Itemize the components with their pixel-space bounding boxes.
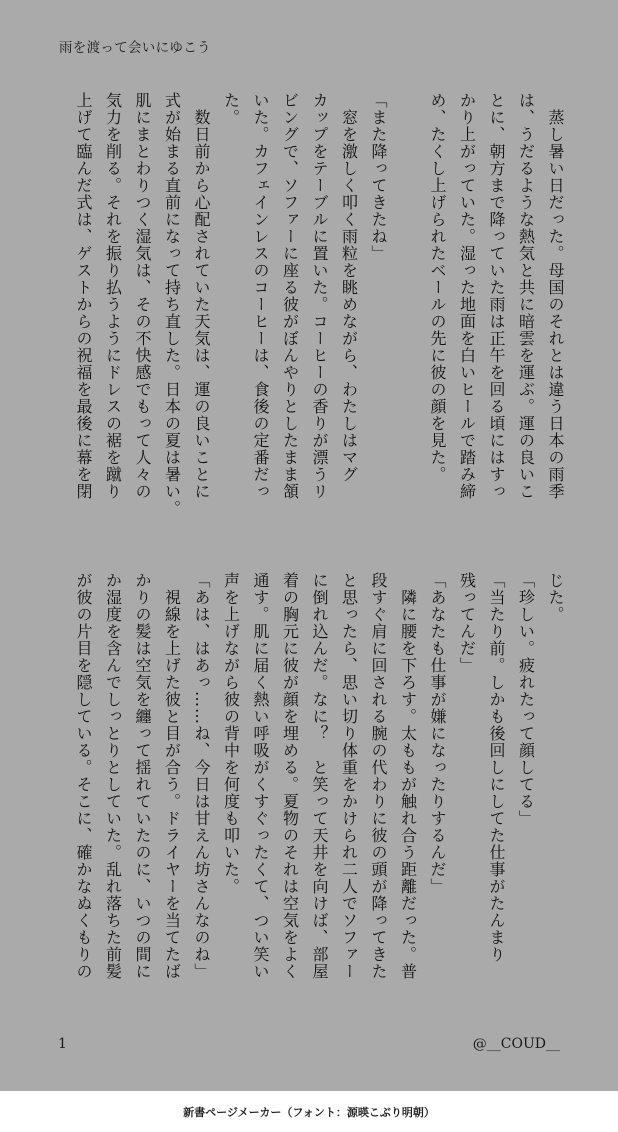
text-line: かり上がっていた。湿った地面を白いヒールで踏み締 [457,92,477,500]
text-line [393,92,423,528]
page-title: 雨を渡って会いにゆこう [59,40,211,56]
text-line: 数日前から心配されていた天気は、運の良いことに [192,92,211,500]
text-line: かりの髪は空気を纏って揺れていたのに、いつの間に [133,572,152,980]
text-block-upper [52,92,570,528]
text-line: か湿度を含んでしっとりとしていた。乱れ落ちた前髪 [103,572,123,980]
text-line: 隣に腰を下ろす。太ももが触れ合う距離だった。普 [398,572,418,980]
text-line: 「当たり前。しかも後回しにしてた仕事がたんまり [487,572,506,963]
text-line: 蒸し暑い日だった。母国のそれとは違う日本の雨季 [546,92,565,500]
text-line: 通す。肌に届く熱い呼吸がくすぐったくて、つい笑い [251,572,270,980]
credit-footer: 新書ページメーカー（フォント：源暎こぶり明朝） [183,1105,435,1119]
page-number: 1 [58,1036,67,1052]
text-line: 「珍しい。疲れたって顔してる」 [516,572,536,827]
text-line: 着の胸元に彼が顔を埋める。夏物のそれは空気をよく [280,572,300,980]
text-line: た。 [221,92,241,126]
text-line: が彼の片目を隠している。そこに、確かなぬくもりの [74,572,93,980]
text-line: 窓を激しく叩く雨粒を眺めながら、わたしはマグ [339,92,359,483]
text-line: 「あは、はあっ……ね、今日は甘えん坊さんなのね」 [192,572,211,980]
text-line: 「あなたも仕事が嫌になったりするんだ」 [428,572,447,895]
text-line: と思ったら、思い切り体重をかけられ二人でソファー [339,572,359,980]
text-block-lower [52,572,570,1008]
text-line: 肌にまとわりつく湿気は、その不快感でもって人々の [133,92,152,500]
text-line: は、うだるような熱気と共に暗雲を運ぶ。運の良いこ [516,92,536,500]
text-line: 気力を削る。それを振り払うようにドレスの裾を蹴り [103,92,123,500]
text-line: に倒れ込んだ。なに？ と笑って天井を向けば、部屋 [310,572,329,980]
text-line: ビングで、ソファーに座る彼がぼんやりとしたまま頷 [280,92,300,500]
text-line: とに、朝方まで降っていた雨は正午を回る頃にはすっ [487,92,506,500]
text-line: 段すぐ肩に回される腕の代わりに彼の頭が降ってきた [369,572,388,980]
text-line: 式が始まる直前になって持ち直した。日本の夏は暑い。 [162,92,182,517]
text-line: じた。 [546,572,565,623]
text-line: め、たくし上げられたベールの先に彼の顔を見た。 [428,92,447,483]
text-line: 上げて臨んだ式は、ゲストからの祝福を最後に幕を閉 [74,92,93,500]
text-line: 声を上げながら彼の背中を何度も叩いた。 [221,572,241,895]
text-line: いた。カフェインレスのコーヒーは、食後の定番だっ [251,92,270,500]
text-line: カップをテーブルに置いた。コーヒーの香りが漂うリ [310,92,329,500]
author-handle: @__COUD__ [472,1036,560,1052]
text-line: 残ってんだ」 [457,572,477,674]
text-line: 視線を上げた彼と目が合う。ドライヤーを当てたば [162,572,182,980]
text-line: 「また降ってきたね」 [369,92,388,262]
